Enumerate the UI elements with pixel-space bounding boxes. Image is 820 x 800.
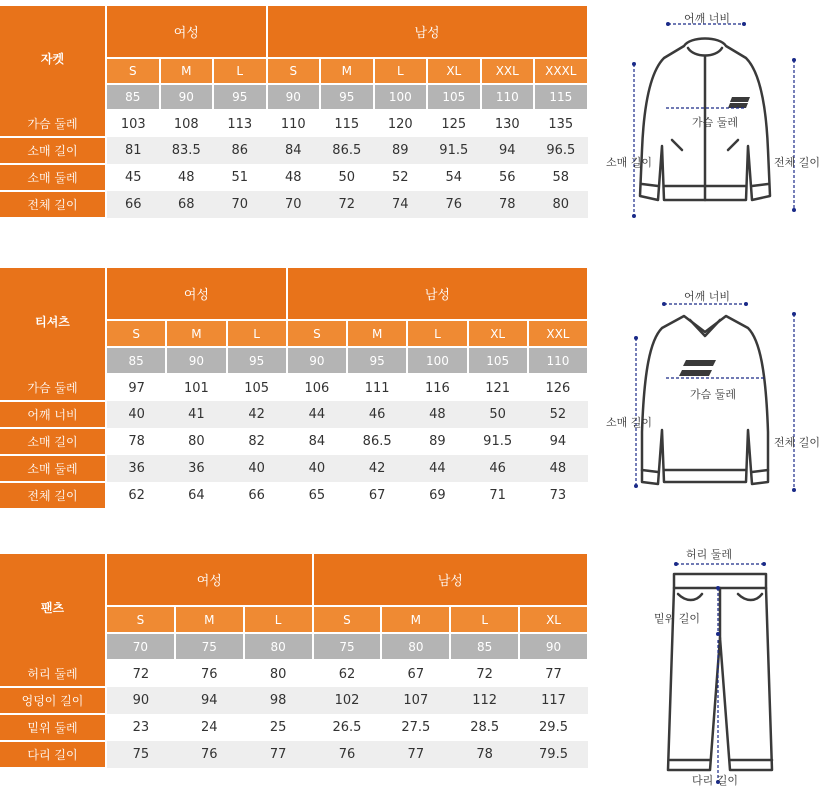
- size-number: 110: [528, 347, 588, 374]
- table-row: [0, 164, 588, 191]
- size-label: S: [287, 320, 347, 347]
- measure-value: 83.5: [160, 137, 214, 164]
- tshirt-size-table: [0, 268, 589, 510]
- measure-value: 113: [227, 116, 253, 132]
- measure-value: 125: [441, 116, 467, 132]
- measure-label: 밑위 둘레: [0, 714, 106, 741]
- size-number: 100: [374, 84, 428, 110]
- size-label: M: [175, 606, 244, 633]
- measure-label: 전체 길이: [0, 482, 106, 509]
- measure-value: 80: [269, 666, 287, 682]
- women-header: 여성: [106, 6, 267, 58]
- category-label: 자켓: [0, 6, 106, 110]
- measure-value: 70: [213, 191, 267, 218]
- size-number: 70: [106, 633, 175, 660]
- measure-value: 62: [338, 666, 356, 682]
- measure-value: 72: [476, 666, 493, 682]
- pants-size-table: [0, 554, 589, 769]
- measure-value: 58: [552, 170, 570, 185]
- size-label: S: [106, 320, 166, 347]
- measure-value: 66: [106, 191, 160, 218]
- measure-value: 56: [499, 170, 516, 185]
- tshirt-diagram: [606, 282, 820, 502]
- table-row: [0, 110, 588, 137]
- size-label: S: [267, 58, 321, 84]
- measure-value: 40: [287, 455, 347, 482]
- size-label: M: [381, 606, 450, 633]
- size-number: 90: [166, 347, 226, 374]
- measure-value: 68: [160, 191, 214, 218]
- brand-logo: [679, 360, 716, 376]
- category-label: 팬츠: [0, 554, 106, 660]
- measure-value: 40: [227, 455, 287, 482]
- measure-value: 78: [450, 741, 519, 768]
- measure-value: 89: [429, 434, 446, 449]
- measure-value: 69: [429, 488, 446, 503]
- brand-logo: [728, 97, 750, 108]
- size-number: 95: [227, 347, 287, 374]
- measure-value: 70: [267, 191, 321, 218]
- size-label: XL: [427, 58, 481, 84]
- measure-value: 74: [374, 191, 428, 218]
- measure-label: 엉덩이 길이: [0, 687, 106, 714]
- measure-value: 102: [313, 687, 382, 714]
- measure-value: 77: [244, 741, 313, 768]
- table-row: [0, 191, 588, 218]
- measure-value: 103: [120, 116, 146, 132]
- measure-value: 50: [338, 170, 356, 185]
- measure-value: 82: [248, 434, 265, 449]
- table-row: [0, 714, 588, 741]
- total-length-label: 전체 길이: [774, 436, 820, 449]
- measure-value: 76: [175, 741, 244, 768]
- table-row: [0, 741, 588, 768]
- size-number: 100: [407, 347, 467, 374]
- measure-value: 50: [468, 401, 528, 428]
- size-label: S: [313, 606, 382, 633]
- size-number: 90: [519, 633, 588, 660]
- measure-value: 126: [545, 380, 571, 396]
- men-header: 남성: [287, 268, 588, 320]
- size-number: 95: [347, 347, 407, 374]
- size-label: M: [166, 320, 226, 347]
- size-label: L: [213, 58, 267, 84]
- size-number: 95: [213, 84, 267, 110]
- measure-value: 101: [183, 380, 209, 396]
- measure-label: 소매 둘레: [0, 455, 106, 482]
- size-number: 75: [313, 633, 382, 660]
- chest-label: 가슴 둘레: [692, 116, 739, 129]
- women-header: 여성: [106, 268, 287, 320]
- size-number: 90: [160, 84, 214, 110]
- measure-value: 72: [320, 191, 374, 218]
- jacket-diagram: [606, 0, 820, 225]
- measure-value: 75: [106, 741, 175, 768]
- leg-length-label: 다리 길이: [692, 774, 739, 787]
- size-label: XL: [468, 320, 528, 347]
- measure-value: 64: [188, 488, 205, 503]
- measure-value: 76: [313, 741, 382, 768]
- size-label: L: [450, 606, 519, 633]
- measure-value: 91.5: [427, 137, 481, 164]
- size-number: 105: [468, 347, 528, 374]
- size-number: 110: [481, 84, 535, 110]
- chest-label: 가슴 둘레: [690, 388, 737, 401]
- measure-value: 120: [387, 116, 413, 132]
- measure-value: 117: [519, 687, 588, 714]
- size-label: L: [407, 320, 467, 347]
- measure-value: 45: [124, 170, 142, 185]
- measure-value: 44: [287, 401, 347, 428]
- measure-value: 97: [128, 380, 145, 396]
- measure-value: 94: [549, 434, 567, 449]
- size-label: XXXL: [534, 58, 588, 84]
- measure-value: 94: [481, 137, 535, 164]
- measure-value: 25: [269, 720, 287, 735]
- measure-value: 98: [244, 687, 313, 714]
- measure-label: 소매 길이: [0, 428, 106, 455]
- measure-value: 28.5: [470, 720, 500, 735]
- measure-value: 79.5: [519, 741, 588, 768]
- measure-value: 111: [364, 380, 390, 396]
- measure-value: 26.5: [332, 720, 362, 735]
- table-row: [0, 401, 588, 428]
- measure-value: 52: [392, 170, 409, 185]
- size-label: XL: [519, 606, 588, 633]
- measure-value: 80: [534, 191, 588, 218]
- measure-value: 54: [445, 170, 463, 185]
- measure-label: 허리 둘레: [0, 660, 106, 687]
- measure-value: 51: [231, 170, 249, 185]
- rise-label: 밑위 길이: [654, 612, 701, 625]
- measure-value: 40: [106, 401, 166, 428]
- measure-value: 84: [267, 137, 321, 164]
- measure-value: 23: [132, 720, 150, 735]
- measure-value: 121: [485, 380, 511, 396]
- measure-value: 76: [200, 666, 218, 682]
- measure-value: 108: [173, 116, 199, 132]
- measure-label: 가슴 둘레: [0, 374, 106, 401]
- size-label: XXL: [481, 58, 535, 84]
- measure-value: 36: [106, 455, 166, 482]
- total-length-label: 전체 길이: [774, 156, 820, 169]
- measure-value: 89: [374, 137, 428, 164]
- measure-value: 115: [334, 116, 360, 132]
- measure-label: 다리 길이: [0, 741, 106, 768]
- measure-value: 46: [468, 455, 528, 482]
- measure-value: 105: [244, 380, 270, 396]
- measure-value: 48: [407, 401, 467, 428]
- sleeve-length-label: 소매 길이: [606, 156, 653, 169]
- measure-value: 41: [166, 401, 226, 428]
- measure-value: 42: [347, 455, 407, 482]
- measure-value: 135: [548, 116, 574, 132]
- measure-value: 130: [494, 116, 520, 132]
- shoulder-width-label: 어깨 너비: [684, 12, 731, 25]
- size-label: XXL: [528, 320, 588, 347]
- measure-value: 66: [248, 488, 265, 503]
- measure-value: 29.5: [539, 720, 568, 735]
- size-label: S: [106, 58, 160, 84]
- measure-value: 48: [528, 455, 588, 482]
- measure-value: 77: [381, 741, 450, 768]
- measure-value: 107: [381, 687, 450, 714]
- measure-label: 소매 길이: [0, 137, 106, 164]
- size-number: 85: [106, 84, 160, 110]
- size-number: 90: [287, 347, 347, 374]
- measure-value: 86.5: [362, 434, 392, 449]
- pants-diagram: [606, 542, 800, 800]
- measure-value: 80: [188, 434, 205, 449]
- measure-value: 48: [285, 170, 302, 185]
- measure-value: 81: [106, 137, 160, 164]
- size-label: M: [320, 58, 374, 84]
- measure-value: 77: [545, 666, 562, 682]
- size-number: 90: [267, 84, 321, 110]
- measure-value: 65: [308, 488, 326, 503]
- measure-value: 67: [368, 488, 386, 503]
- table-row: [0, 428, 588, 455]
- size-number: 105: [427, 84, 481, 110]
- measure-value: 76: [427, 191, 481, 218]
- size-label: M: [347, 320, 407, 347]
- size-number: 85: [450, 633, 519, 660]
- measure-value: 42: [227, 401, 287, 428]
- table-row: [0, 687, 588, 714]
- measure-value: 91.5: [483, 434, 513, 449]
- table-row: [0, 482, 588, 509]
- measure-value: 72: [132, 666, 150, 682]
- men-header: 남성: [267, 6, 588, 58]
- size-number: 80: [381, 633, 450, 660]
- measure-value: 112: [450, 687, 519, 714]
- table-row: [0, 660, 588, 687]
- jacket-size-table: [0, 6, 589, 219]
- table-row: [0, 137, 588, 164]
- measure-value: 24: [200, 720, 218, 735]
- waist-label: 허리 둘레: [686, 548, 733, 561]
- measure-value: 78: [481, 191, 535, 218]
- size-label: M: [160, 58, 214, 84]
- measure-value: 46: [347, 401, 407, 428]
- measure-value: 44: [407, 455, 467, 482]
- measure-value: 96.5: [534, 137, 588, 164]
- measure-value: 71: [489, 488, 506, 503]
- measure-value: 94: [175, 687, 244, 714]
- size-number: 80: [244, 633, 313, 660]
- size-number: 85: [106, 347, 166, 374]
- size-number: 115: [534, 84, 588, 110]
- measure-label: 가슴 둘레: [0, 110, 106, 137]
- size-number: 95: [320, 84, 374, 110]
- measure-value: 86.5: [320, 137, 374, 164]
- measure-value: 52: [528, 401, 588, 428]
- measure-value: 106: [304, 380, 330, 396]
- measure-value: 27.5: [401, 720, 431, 735]
- table-row: [0, 455, 588, 482]
- size-label: L: [244, 606, 313, 633]
- measure-value: 110: [280, 116, 306, 132]
- measure-value: 62: [128, 488, 145, 503]
- pants-icon: [606, 542, 800, 800]
- size-label: L: [374, 58, 428, 84]
- measure-value: 78: [128, 434, 145, 449]
- measure-value: 84: [308, 434, 326, 449]
- table-row: [0, 374, 588, 401]
- measure-label: 전체 길이: [0, 191, 106, 218]
- men-header: 남성: [313, 554, 588, 606]
- measure-value: 86: [213, 137, 267, 164]
- women-header: 여성: [106, 554, 313, 606]
- measure-value: 73: [549, 488, 567, 503]
- shoulder-width-label: 어깨 너비: [684, 290, 731, 303]
- measure-value: 48: [177, 170, 195, 185]
- measure-value: 67: [407, 666, 425, 682]
- measure-value: 36: [166, 455, 226, 482]
- measure-value: 90: [106, 687, 175, 714]
- jacket-icon: [606, 0, 800, 225]
- measure-label: 소매 둘레: [0, 164, 106, 191]
- measure-label: 어깨 너비: [0, 401, 106, 428]
- category-label: 티셔츠: [0, 268, 106, 374]
- size-label: S: [106, 606, 175, 633]
- size-number: 75: [175, 633, 244, 660]
- size-label: L: [227, 320, 287, 347]
- measure-value: 116: [424, 380, 450, 396]
- sleeve-length-label: 소매 길이: [606, 416, 653, 429]
